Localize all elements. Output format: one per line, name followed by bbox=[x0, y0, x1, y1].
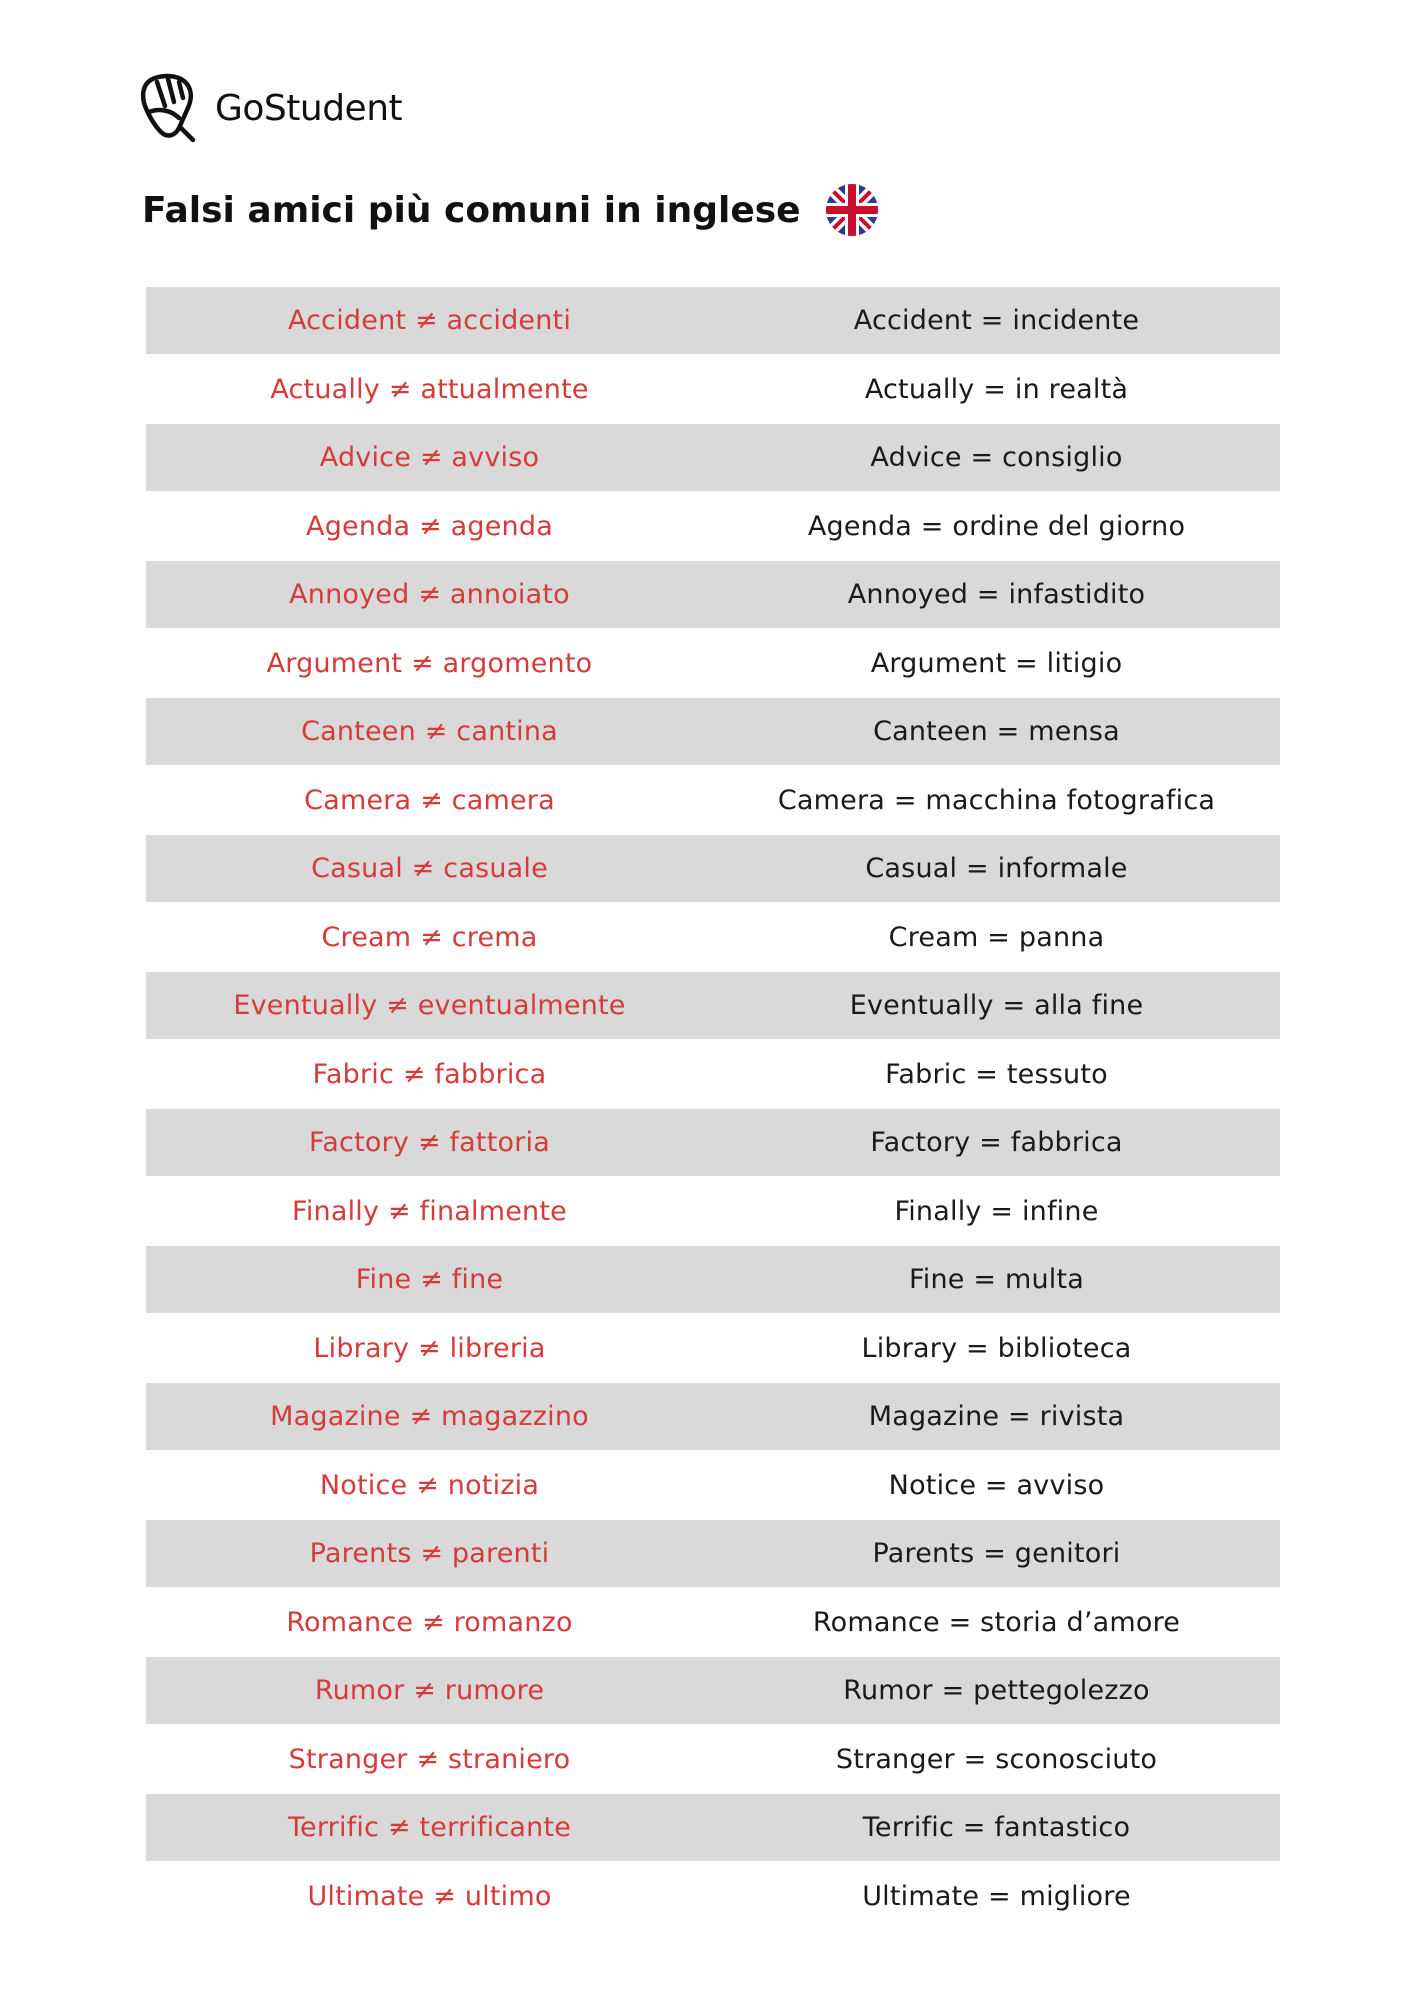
table-row bbox=[146, 1794, 1280, 1861]
meaning-cell: Library = biblioteca bbox=[861, 1332, 1132, 1364]
table-row bbox=[146, 1724, 1280, 1794]
brand bbox=[135, 72, 402, 144]
meaning-cell: Fine = multa bbox=[908, 1264, 1085, 1295]
table-row bbox=[146, 287, 1280, 354]
meaning-cell: Eventually = alla fine bbox=[849, 990, 1144, 1021]
false-friend-cell: Camera ≠ camera bbox=[304, 784, 555, 816]
false-friend-cell: Magazine ≠ magazzino bbox=[270, 1401, 589, 1432]
table-row bbox=[146, 1450, 1280, 1520]
false-friend-cell: Argument ≠ argomento bbox=[266, 647, 593, 679]
meaning-cell: Finally = infine bbox=[894, 1195, 1099, 1227]
false-friend-cell: Cream ≠ crema bbox=[321, 921, 538, 953]
false-friends-table bbox=[146, 287, 1280, 1931]
table-row bbox=[146, 1176, 1280, 1246]
false-friend-cell: Stranger ≠ straniero bbox=[288, 1743, 571, 1775]
false-friend-cell: Actually ≠ attualmente bbox=[270, 373, 589, 405]
false-friend-cell: Eventually ≠ eventualmente bbox=[233, 990, 626, 1021]
table-row bbox=[146, 698, 1280, 765]
false-friend-cell: Terrific ≠ terrificante bbox=[287, 1812, 572, 1843]
false-friend-cell: Agenda ≠ agenda bbox=[306, 510, 553, 542]
false-friend-cell: Advice ≠ avviso bbox=[319, 442, 540, 473]
uk-flag-icon bbox=[825, 183, 879, 237]
meaning-cell: Argument = litigio bbox=[870, 647, 1123, 679]
table-row bbox=[146, 561, 1280, 628]
meaning-cell: Terrific = fantastico bbox=[862, 1812, 1131, 1843]
meaning-cell: Parents = genitori bbox=[872, 1538, 1121, 1569]
false-friend-cell: Ultimate ≠ ultimo bbox=[307, 1880, 552, 1912]
table-row bbox=[146, 1039, 1280, 1109]
page-title-text: Falsi amici più comuni in inglese bbox=[142, 189, 801, 231]
table-row bbox=[146, 354, 1280, 424]
meaning-cell: Cream = panna bbox=[888, 921, 1105, 953]
false-friend-cell: Romance ≠ romanzo bbox=[286, 1606, 573, 1638]
hand-icon bbox=[135, 72, 197, 144]
meaning-cell: Advice = consiglio bbox=[870, 442, 1123, 473]
table-row bbox=[146, 491, 1280, 561]
table-row bbox=[146, 1657, 1280, 1724]
false-friend-cell: Notice ≠ notizia bbox=[319, 1469, 540, 1501]
meaning-cell: Stranger = sconosciuto bbox=[835, 1743, 1158, 1775]
table-row bbox=[146, 424, 1280, 491]
meaning-cell: Magazine = rivista bbox=[868, 1401, 1125, 1432]
false-friend-cell: Fabric ≠ fabbrica bbox=[312, 1058, 547, 1090]
false-friend-cell: Canteen ≠ cantina bbox=[301, 716, 558, 747]
table-row bbox=[146, 1383, 1280, 1450]
meaning-cell: Factory = fabbrica bbox=[870, 1127, 1123, 1158]
false-friend-cell: Parents ≠ parenti bbox=[309, 1538, 550, 1569]
table-row bbox=[146, 628, 1280, 698]
meaning-cell: Canteen = mensa bbox=[873, 716, 1120, 747]
table-row bbox=[146, 972, 1280, 1039]
false-friend-cell: Finally ≠ finalmente bbox=[292, 1195, 567, 1227]
meaning-cell: Casual = informale bbox=[865, 853, 1128, 884]
table-row bbox=[146, 1587, 1280, 1657]
table-row bbox=[146, 1520, 1280, 1587]
false-friend-cell: Factory ≠ fattoria bbox=[309, 1127, 550, 1158]
false-friend-cell: Rumor ≠ rumore bbox=[314, 1675, 545, 1706]
page-title bbox=[142, 183, 879, 237]
table-row bbox=[146, 1861, 1280, 1931]
table-row bbox=[146, 1109, 1280, 1176]
false-friend-cell: Library ≠ libreria bbox=[313, 1332, 546, 1364]
meaning-cell: Actually = in realtà bbox=[864, 373, 1129, 405]
false-friend-cell: Accident ≠ accidenti bbox=[287, 305, 572, 336]
brand-name: GoStudent bbox=[215, 87, 403, 129]
meaning-cell: Rumor = pettegolezzo bbox=[843, 1675, 1150, 1706]
table-row bbox=[146, 1313, 1280, 1383]
meaning-cell: Notice = avviso bbox=[888, 1469, 1105, 1501]
meaning-cell: Romance = storia d’amore bbox=[812, 1606, 1181, 1638]
meaning-cell: Accident = incidente bbox=[853, 305, 1140, 336]
meaning-cell: Agenda = ordine del giorno bbox=[807, 510, 1186, 542]
table-row bbox=[146, 835, 1280, 902]
table-row bbox=[146, 1246, 1280, 1313]
false-friend-cell: Fine ≠ fine bbox=[355, 1264, 504, 1295]
false-friend-cell: Annoyed ≠ annoiato bbox=[289, 579, 570, 610]
table-row bbox=[146, 902, 1280, 972]
meaning-cell: Annoyed = infastidito bbox=[847, 579, 1146, 610]
meaning-cell: Camera = macchina fotografica bbox=[777, 784, 1216, 816]
meaning-cell: Fabric = tessuto bbox=[885, 1058, 1108, 1090]
false-friend-cell: Casual ≠ casuale bbox=[311, 853, 548, 884]
table-row bbox=[146, 765, 1280, 835]
meaning-cell: Ultimate = migliore bbox=[862, 1880, 1131, 1912]
